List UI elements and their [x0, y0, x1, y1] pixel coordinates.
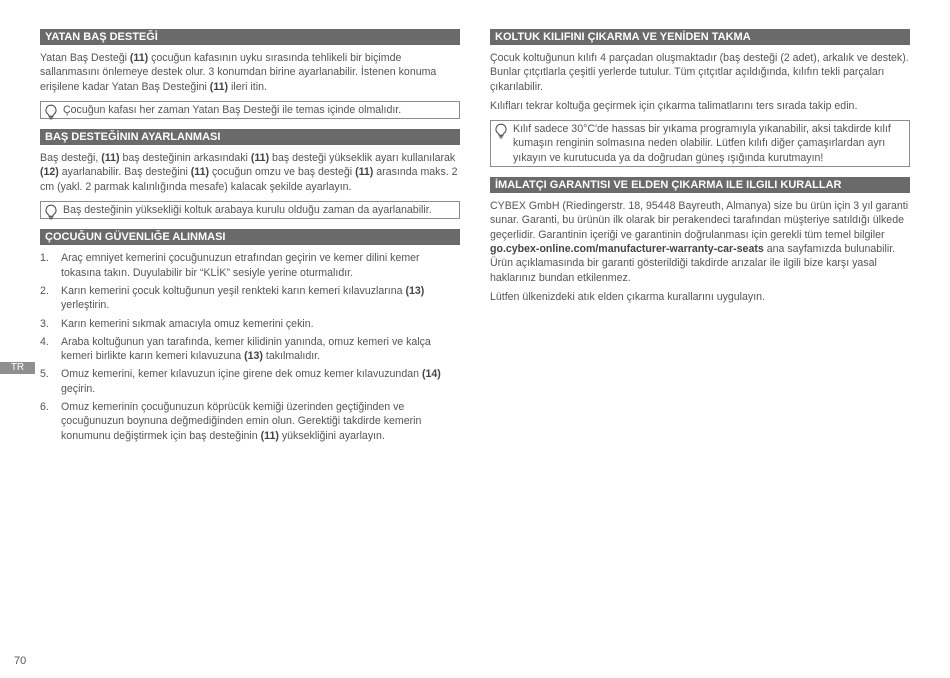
note-box-reclining — [40, 101, 460, 119]
language-tab: TR — [0, 362, 35, 374]
note-text: Kılıf sadece 30°C'de hassas bir yıkama programıyla yıkanabilir, aksi takdirde kılıf kumaşın renginin solmasına neden olabilir. Lütfen kılıfı diğer çamaşırlardan ayrı yıkayın ve kurutucuda ya da doğrudan güneş ışığında kurutmayın! — [513, 123, 891, 164]
note-box-washing — [490, 120, 910, 167]
reclining-headrest-text: Yatan Baş Desteği (11) çocuğun kafasının uyku sırasında tehlikeli bir biçimde sallanmasını önlemeye destek olur. 3 konumdan birine ayarlanabilir. İstenen konuma erişilene kadar Yatan Baş Desteğini (11) ileri itin. — [40, 52, 437, 93]
headrest-adjustment-text: Baş desteği, (11) baş desteğinin arkasındaki (11) baş desteği yükseklik ayarı kullanılarak (12) ayarlanabilir. Baş desteğini (11) çocuğun omzu ve baş desteği (11) arasında maks. 2 cm (yakl. 2 parmak kalınlığında mesafe) kalacak şekilde ayarlayın. — [40, 152, 458, 193]
list-item: 4. Araba koltuğunun yan tarafında, kemer kilidinin yanında, omuz kemeri ve kalça kemeri birlikte karın kemeri kılavuzuna (13) takılmalıdır. — [40, 335, 431, 363]
cover-removal-text: Çocuk koltuğunun kılıfı 4 parçadan oluşmaktadır (baş desteği (2 adet), arkalık ve destek). Bunlar çıtçıtlarla çeşitli yerlerde tutulur. Tüm çıtçıtlar açıldığında, kılıfın tekli parçaları çıkarılabilir. — [490, 52, 909, 93]
lightbulb-icon — [44, 204, 58, 220]
list-item: 2. Karın kemerini çocuk koltuğunun yeşil renkteki karın kemeri kılavuzlarına (13) yerleştirin. — [40, 284, 425, 312]
disposal-text: Lütfen ülkenizdeki atık elden çıkarma kurallarını uygulayın. — [490, 290, 765, 303]
list-item: 5. Omuz kemerini, kemer kılavuzun içine girene dek omuz kemer kılavuzundan (14) geçirin. — [40, 368, 441, 395]
section-title-warranty: İMALATÇI GARANTISI VE ELDEN ÇIKARMA ILE ILGILI KURALLAR — [490, 177, 910, 193]
list-item: 6. Omuz kemerinin çocuğunuzun köprücük kemiği üzerinden geçtiğinden ve çocuğunuzun boynuna değmediğinden emin olun. Gerektiği takdirde kemerin konumunu değiştirmek için baş desteğinin (11) yüksekliğini ayarlayın. — [40, 401, 422, 442]
note-text: Baş desteğinin yüksekliği koltuk arabaya kurulu olduğu zaman da ayarlanabilir. — [63, 204, 432, 217]
note-text: Çocuğun kafası her zaman Yatan Baş Desteği ile temas içinde olmalıdır. — [63, 103, 402, 116]
warranty-link[interactable]: go.cybex-online.com/manufacturer-warranty-car-seats — [490, 242, 764, 255]
section-title-reclining-headrest: YATAN BAŞ DESTEĞİ — [40, 29, 460, 45]
lightbulb-icon — [44, 104, 58, 120]
page-number: 70 — [14, 655, 27, 667]
note-box-headrest — [40, 201, 460, 219]
section-title-headrest-adjustment: BAŞ DESTEĞİNIN AYARLANMASI — [40, 129, 460, 145]
section-title-securing-child: ÇOCUĞUN GÜVENLIĞE ALINMASI — [40, 229, 460, 245]
cover-refit-text: Kılıfları tekrar koltuğa geçirmek için çıkarma talimatlarını ters sırada takip edin. — [490, 99, 858, 112]
lightbulb-icon — [494, 123, 508, 139]
list-item: 1. Araç emniyet kemerini çocuğunuzun etrafından geçirin ve kemer dilini kemer tokasına takın. Duyulabilir bir “KLİK” sesiyle yerine oturmalıdır. — [40, 252, 420, 279]
section-title-cover-removal: KOLTUK KILIFINI ÇIKARMA VE YENİDEN TAKMA — [490, 29, 910, 45]
right-column — [490, 29, 910, 309]
warranty-text: CYBEX GmbH (Riedingerstr. 18, 95448 Bayreuth, Almanya) size bu ürün için 3 yıl garanti sunar. Garanti, bu ürünün ilk olarak bir perakendeci tarafından müşteriye satıldığı ülkede geçerlidir. Garantinin içeriği ve garantinin doğrulanması için gerekli tüm temel bilgiler go.cybex-online.com/manufacturer-warranty-car-seats ana sayfamızda bulunabilir. Ürün açıklamasında bir garanti gösterildiği takdirde arızalar ile ilgili bize karşı yasal haklarınız bundan etkilenmez. — [490, 200, 909, 284]
steps-list — [40, 251, 460, 443]
list-item: 3. Karın kemerini sıkmak amacıyla omuz kemerini çekin. — [40, 317, 314, 330]
left-column — [40, 29, 460, 447]
